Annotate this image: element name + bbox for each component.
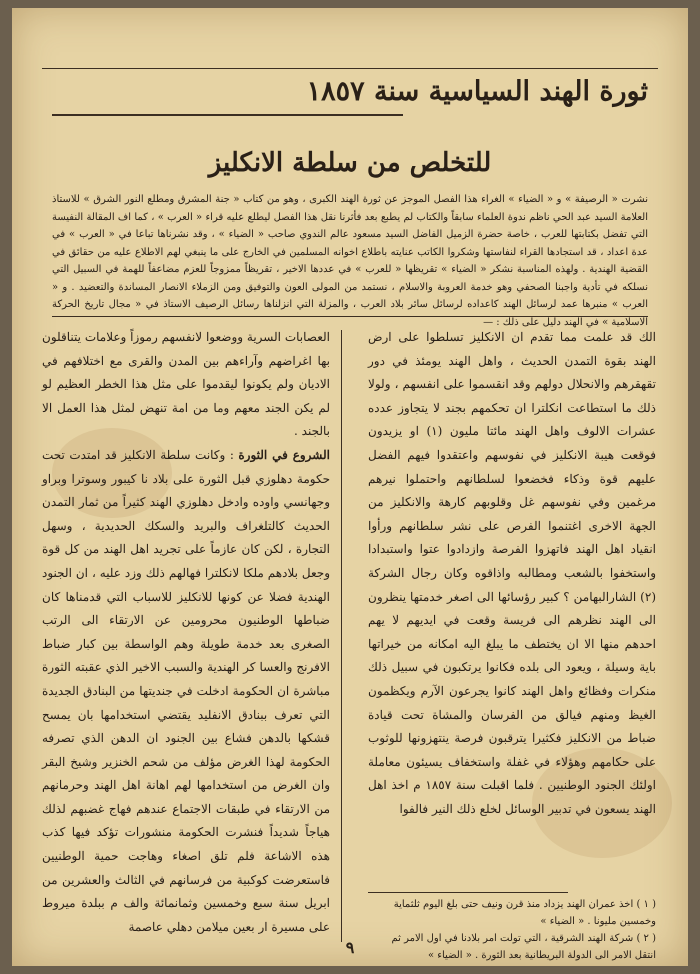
left-column: [42, 326, 330, 938]
column-rule: [341, 330, 342, 942]
section-heading: الشروع في الثورة: [238, 447, 330, 462]
title-rule: [52, 114, 403, 116]
footnote-rule: [368, 892, 568, 893]
footnote-1: ( ١ ) اخذ عمران الهند يزداد منذ قرن ونيف حتى بلغ اليوم ثلثماية وخمسين مليونا . « الضياء »: [393, 899, 656, 927]
newspaper-page: [12, 8, 688, 966]
article-title: ثورة الهند السياسية سنة ١٨٥٧: [306, 76, 648, 107]
article-subtitle: للتخلص من سلطة الانكليز: [208, 148, 492, 178]
left-column-paragraph: : وكانت سلطة الانكليز قد امتدت تحت حكومة دهلوزي قبل الثورة على بلاد نا كيبور وسوترا وبراو وجهانسي واوده وادخل دهلوزي الهند كثيراً من ثمار التمدن الحديث كالتلغراف والبريد والسكك الحديدية ، وسهل التجارة ، لكن كان عازماً على تجريد اهل الهند من كل قوة وجعل بلادهم ملكا لانكلترا فهالهم ذلك وزد عليه ، ان الجنود الهندية فضلا عن كونها للانكليز للاسباب التي قدمناها كان ضباطها الوطنيون محرومين عن الارتقاء الى الرتب الصغرى بعد خدمة طويلة وهم الواسطة بين كبار ضباط الافرنج والعسا كر الهندية والسبب الاخير الذي عقبته الثورة مباشرة ان الحكومة ادخلت في جنديتها من البنادق الجديدة التي تعرف ببنادق الانفليد يقتضي استخدامها بان يمسح قشكها بالدهن فشاع بين الجنود ان الدهن الذي تصرفه الحكومة لهذا الغرض مؤلف من شحم الخنزير وشيخ البقر وان الغرض من استخدامها لهم اهانة اهل الهند وحرمانهم من الارتقاء في طبقات الاجتماع عندهم فهاج غضبهم لذلك هياجاً شديداً فنشرت الحكومة منشورات تؤكد فيها كذب هذه الاشاعة فلم تلق اصغاء وهاجت حمية الوطنيين فاستعرضت كوكبية من فرسانهم في الثالث والعشرين من ابريل سنة سبع وخمسين وثمانمائة والف م ببلدة ميروط على مسيرة ار بعين ميلامن دهلي عاصمة: [42, 447, 330, 934]
footnote-2: ( ٢ ) شركة الهند الشرقية ، التي تولت امر بلادنا في اول الامر ثم انتقل الامر الى الدولة البريطانية بعد الثورة . « الضياء »: [391, 933, 656, 961]
page-number: ٩: [345, 938, 355, 957]
right-column: [368, 326, 656, 886]
top-rule: [42, 68, 658, 69]
right-column-paragraph: الك قد علمت مما تقدم ان الانكليز تسلطوا على ارض الهند بقوة التمدن الحديث ، واهل الهند يومئذ في دور تقهقرهم والانحلال دولهم وقد انقسموا على انفسهم ، ولولا ذلك ما استطاعت انكلترا ان تحكمهم بجند لا يتجاوز عدده عشرات الالوف واهل الهند مائتا مليون (١) او يزيدون فوقعت هيبة الانكليز في نفوسهم واعتقدوا فيهم الفضل عليهم قوة وذكاء فخضعوا لسلطانهم واحتملوا نيرهم مرغمين وفي نفوسهم غل وقلوبهم كارهة والانكليز من الجهة الاخرى اغتنموا الفرص على نشر سلطانهم ورأوا انقياد اهل الهند فاتهزوا الفرصة وازدادوا عتوا واستبدادا واستخفوا بالشعب ومطالبه واذاقوه وكان رجال الشركة (٢) الشارالبهامن ؟ كبير رؤسائها الى اصغر خدمتها ينظرون الى الهند نظرهم الى فريسة وقعت في ايديهم لا يهم احدهم منها الا ان يختطف ما يبلغ اليه امكانه من خيراتها باية وسيلة ، ويعود الى بلده فكانوا يرتكبون في سبيل ذلك منكرات وفظائع واهل الهند كانوا يجرعون الآرم ويكظمون الغيظ ومنهم فيالق من الفرسان والمشاة تحت قيادة ضباط من الانكليز فكثيرا يترقبون فرصة ينتهزونها للوثوب على حكامهم وهؤلاء في غفلة واستخفاف يسيئون معاملة اولئك الجنود الوطنيين . فلما اقبلت سنة ١٨٥٧ م اخذ اهل الهند يسعون في تدبير الوسائل لخلع ذلك النير فالفوا: [368, 330, 656, 816]
editor-introduction: نشرت « الرصيفة » و « الضياء » الغراء هذا الفصل الموجز عن ثورة الهند الكبرى ، وهو من كتاب « جنة المشرق ومطلع النور الشرق » للاستاذ العلامة السيد عبد الحي ناظم ندوة العلماء سابقاً والكتاب لم يطبع بعد فأثرنا نقل هذا الفصل ليطلع عليه قراء « العرب » ، كما اف المقالة النفيسة التي تفضل بكتابتها للعرب ، خاصة حضرة الزميل الفاضل السيد مسعود عالم الندوي صاحب « الضياء » ، وقد نشرناها تباعا في « العرب » في عدة اعداد ، قد استجادها القراء لنفاستها وشكروا الكاتب عنايته باطلاع اخوانه المسلمين في الخارج على ما ينبغي لهم الاطلاع عليه من حقائق في القضية الهندية . ولهذه المناسبة نشكر « الضياء » تقريظها « للعرب » في عددها الاخير ، تقريظاً ممزوجاً للعزم مضاعفاً للهمة في السبيل التي نسلكه في تأدية واجبنا الصحفي وهو خدمة العروبة والاسلام ، نستمد من المولى العون والتوفيق ومن الزملاء الانصار المساندة والتعضيد . و « العرب » منبرها عمد لرسائل الهند كاعداده لرسائل سائر بلاد العرب ، والمزلة التي انزلناها رسائل الرصيف الاستاذ في « مجال تاريخ الحركة الاسلامية » في الهند دليل على ذلك : —: [52, 194, 648, 328]
left-column-paragraph: العصابات السرية ووضعوا لانفسهم رموزاً وعلامات يتناقلون بها اغراضهم وآراءهم بين المدن والقرى مع اختلافهم في الاديان ولم يكونوا ليقدموا على مثل هذا الخطر العظيم لو لم يكن الجند معهم وما من امة تنهض لمثل هذا العمل الا بالجند .: [42, 330, 330, 439]
intro-divider: [52, 316, 648, 317]
